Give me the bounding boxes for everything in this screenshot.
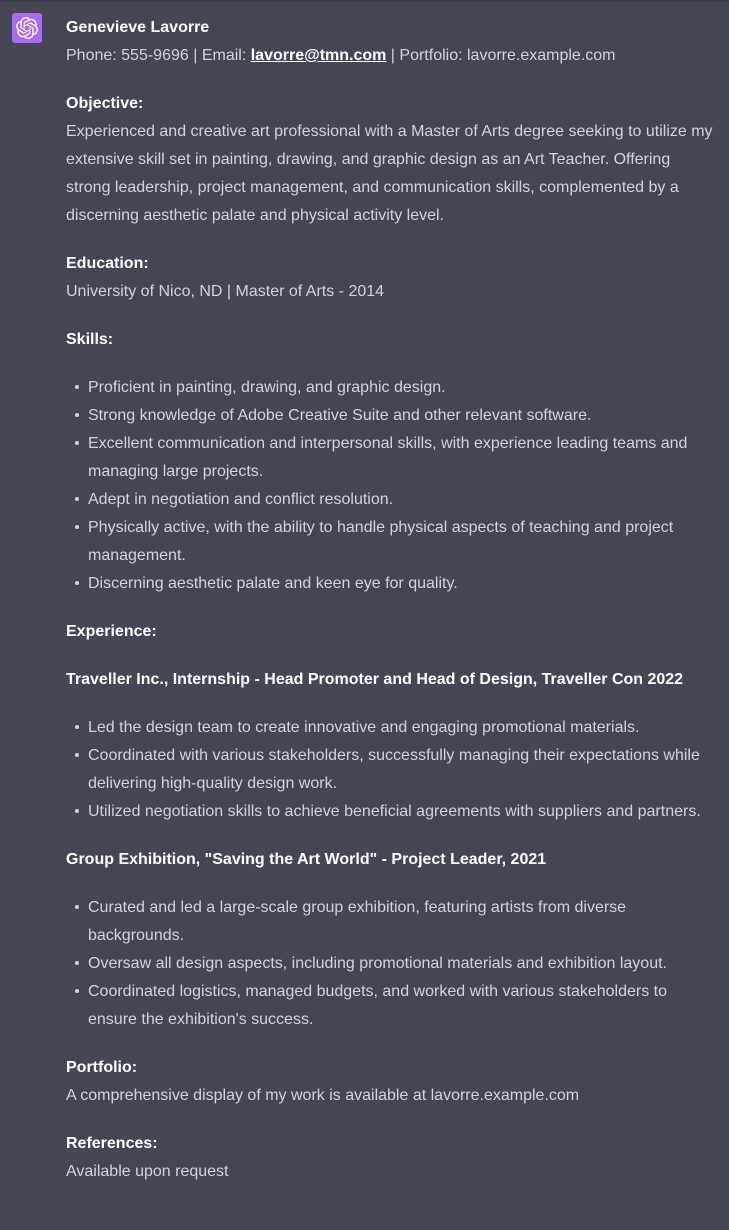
contact-suffix: | Portfolio: lavorre.example.com	[386, 47, 616, 64]
skills-heading: Skills:	[66, 331, 114, 348]
email-link[interactable]: lavorre@tmn.com	[250, 47, 387, 64]
list-item: Strong knowledge of Adobe Creative Suite and other relevant software.	[88, 402, 715, 430]
skills-list	[66, 374, 715, 598]
list-item: Physically active, with the ability to handle physical aspects of teaching and project management.	[88, 514, 715, 570]
job-title-traveller: Traveller Inc., Internship - Head Promoter and Head of Design, Traveller Con 2022	[66, 671, 684, 688]
resume-name: Genevieve Lavorre	[66, 19, 210, 36]
contact-prefix: Phone: 555-9696 | Email:	[66, 47, 251, 64]
job-bullets-traveller	[66, 714, 715, 826]
education-heading: Education:	[66, 255, 149, 272]
job-bullets-exhibition	[66, 894, 715, 1034]
portfolio-section	[66, 1054, 715, 1110]
experience-heading: Experience:	[66, 623, 157, 640]
list-item: Oversaw all design aspects, including promotional materials and exhibition layout.	[88, 950, 715, 978]
list-item: Led the design team to create innovative and engaging promotional materials.	[88, 714, 715, 742]
list-item: Adept in negotiation and conflict resolution.	[88, 486, 715, 514]
list-item: Utilized negotiation skills to achieve beneficial agreements with suppliers and partners.	[88, 798, 715, 826]
job-title-exhibition: Group Exhibition, "Saving the Art World" - Project Leader, 2021	[66, 851, 547, 868]
list-item: Curated and led a large-scale group exhibition, featuring artists from diverse backgrounds.	[88, 894, 715, 950]
education-section	[66, 250, 715, 306]
resume-header	[66, 14, 715, 70]
list-item: Coordinated with various stakeholders, successfully managing their expectations while delivering high-quality design work.	[88, 742, 715, 798]
references-body: Available upon request	[66, 1163, 229, 1180]
portfolio-body: A comprehensive display of my work is available at lavorre.example.com	[66, 1087, 580, 1104]
education-body: University of Nico, ND | Master of Arts - 2014	[66, 283, 385, 300]
portfolio-heading: Portfolio:	[66, 1059, 138, 1076]
contact-line	[66, 42, 715, 70]
references-section	[66, 1130, 715, 1186]
objective-body: Experienced and creative art professional with a Master of Arts degree seeking to utilize my extensive skill set in painting, drawing, and graphic design as an Art Teacher. Offering strong leadership, project management, and communication skills, complemented by a discerning aesthetic palate and physical activity level.	[66, 123, 713, 224]
list-item: Coordinated logistics, managed budgets, and worked with various stakeholders to ensure the exhibition's success.	[88, 978, 715, 1034]
list-item: Proficient in painting, drawing, and graphic design.	[88, 374, 715, 402]
openai-logo-icon	[16, 17, 38, 39]
list-item: Excellent communication and interpersonal skills, with experience leading teams and managing large projects.	[88, 430, 715, 486]
references-heading: References:	[66, 1135, 158, 1152]
list-item: Discerning aesthetic palate and keen eye for quality.	[88, 570, 715, 598]
objective-heading: Objective:	[66, 95, 144, 112]
assistant-avatar	[12, 13, 42, 43]
objective-section	[66, 90, 715, 230]
